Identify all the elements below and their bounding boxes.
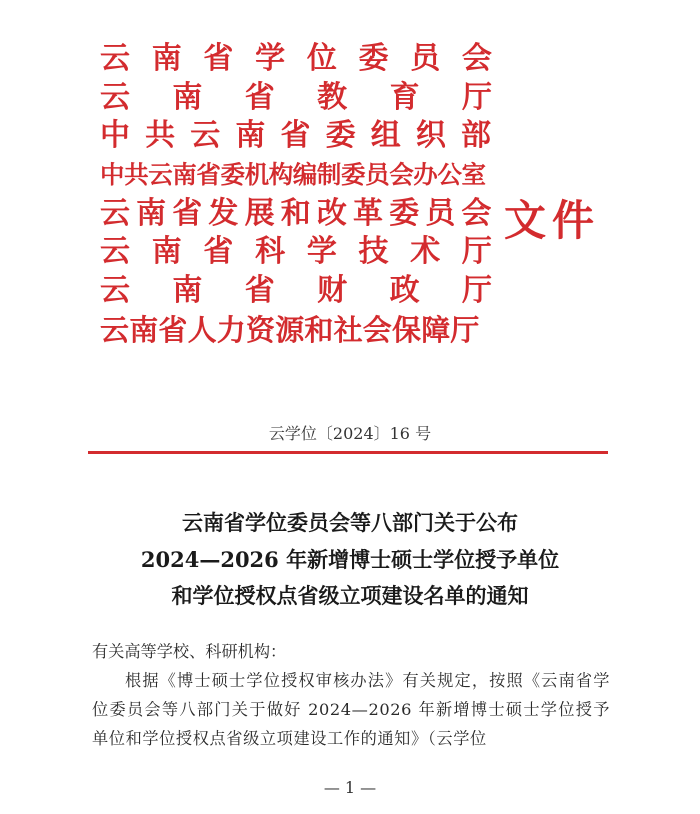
- document-type-label: 文件: [504, 196, 601, 245]
- issuer-char: 厅: [461, 234, 492, 270]
- issuer-line-5: [100, 195, 492, 234]
- notice-body: [92, 638, 610, 753]
- issuer-char: 厅: [461, 79, 492, 115]
- issuer-char: 教: [317, 79, 348, 115]
- title-line: 2024—2026 年新增博士硕士学位授予单位: [140, 546, 560, 572]
- issuer-char: 委: [358, 41, 389, 76]
- issuer-char: 织: [415, 118, 447, 154]
- issuer-char: 发: [208, 195, 239, 231]
- salutation: 有关高等学校、科研机构：: [92, 642, 287, 661]
- issuer-char: 南: [151, 41, 182, 76]
- notice-title: [0, 505, 700, 615]
- issuer-char: 云: [100, 79, 130, 115]
- issuer-char: 科: [255, 234, 286, 270]
- issuer-char: 云: [100, 234, 130, 270]
- issuer-char: 学: [255, 41, 286, 76]
- issuer-char: 委: [325, 118, 357, 154]
- issuer-line-8: 云南省人力资源和社会保障厅: [100, 312, 480, 347]
- issuer-char: 云: [100, 41, 130, 76]
- issuer-char: 部: [461, 118, 492, 154]
- issuer-char: 云: [190, 118, 222, 154]
- page-number: — 1 —: [323, 778, 377, 797]
- issuer-char: 员: [425, 195, 456, 231]
- issuer-char: 员: [410, 41, 441, 76]
- issuer-char: 南: [151, 234, 182, 270]
- issuer-char: 委: [389, 195, 420, 231]
- issuer-char: 中: [100, 118, 131, 154]
- issuer-char: 财: [317, 273, 348, 309]
- issuer-char: 省: [203, 234, 234, 270]
- issuer-char: 技: [358, 234, 389, 270]
- issuer-char: 学: [306, 234, 337, 270]
- issuer-char: 省: [244, 79, 275, 115]
- document-number: 云学位〔2024〕16 号: [268, 424, 432, 443]
- issuer-char: 展: [244, 195, 276, 231]
- issuer-char: 会: [461, 195, 492, 231]
- title-line: 和学位授权点省级立项建设名单的通知: [171, 583, 529, 608]
- title-line: 云南省学位委员会等八部门关于公布: [182, 510, 518, 535]
- issuer-char: 云: [100, 273, 130, 309]
- issuer-char: 南: [172, 79, 203, 115]
- issuer-line-4: 中共云南省委机构编制委员会办公室: [100, 160, 486, 190]
- issuer-char: 位: [306, 41, 337, 76]
- issuer-char: 组: [370, 118, 402, 154]
- red-divider: [88, 451, 608, 454]
- issuer-line-2: [100, 79, 492, 118]
- issuer-char: 南: [136, 195, 167, 231]
- issuer-line-7: [100, 272, 492, 311]
- issuer-char: 省: [203, 41, 234, 76]
- issuer-char: 厅: [461, 273, 492, 309]
- issuer-char: 政: [389, 273, 420, 309]
- issuer-char: 云: [100, 195, 131, 231]
- issuer-char: 育: [389, 79, 420, 115]
- issuer-char: 共: [145, 118, 177, 154]
- issuer-line-6: [100, 233, 492, 272]
- issuer-line-3: [100, 117, 492, 156]
- issuer-char: 革: [352, 195, 384, 231]
- issuer-char: 改: [316, 195, 348, 231]
- issuer-char: 南: [235, 118, 267, 154]
- issuing-authorities: [100, 40, 492, 350]
- issuer-char: 南: [172, 273, 203, 309]
- issuer-char: 省: [280, 118, 312, 154]
- issuer-char: 和: [280, 195, 312, 231]
- issuer-char: 省: [244, 273, 275, 309]
- issuer-char: 术: [410, 234, 441, 270]
- body-paragraph: 根据《博士硕士学位授权审核办法》有关规定，按照《云南省学位委员会等八部门关于做好 2024—2026 年新增博士硕士学位授予单位和学位授权点省级立项建设工作的通知》（云学位: [92, 671, 610, 748]
- issuer-char: 会: [461, 41, 492, 76]
- issuer-line-1: [100, 40, 492, 79]
- issuer-char: 省: [172, 195, 203, 231]
